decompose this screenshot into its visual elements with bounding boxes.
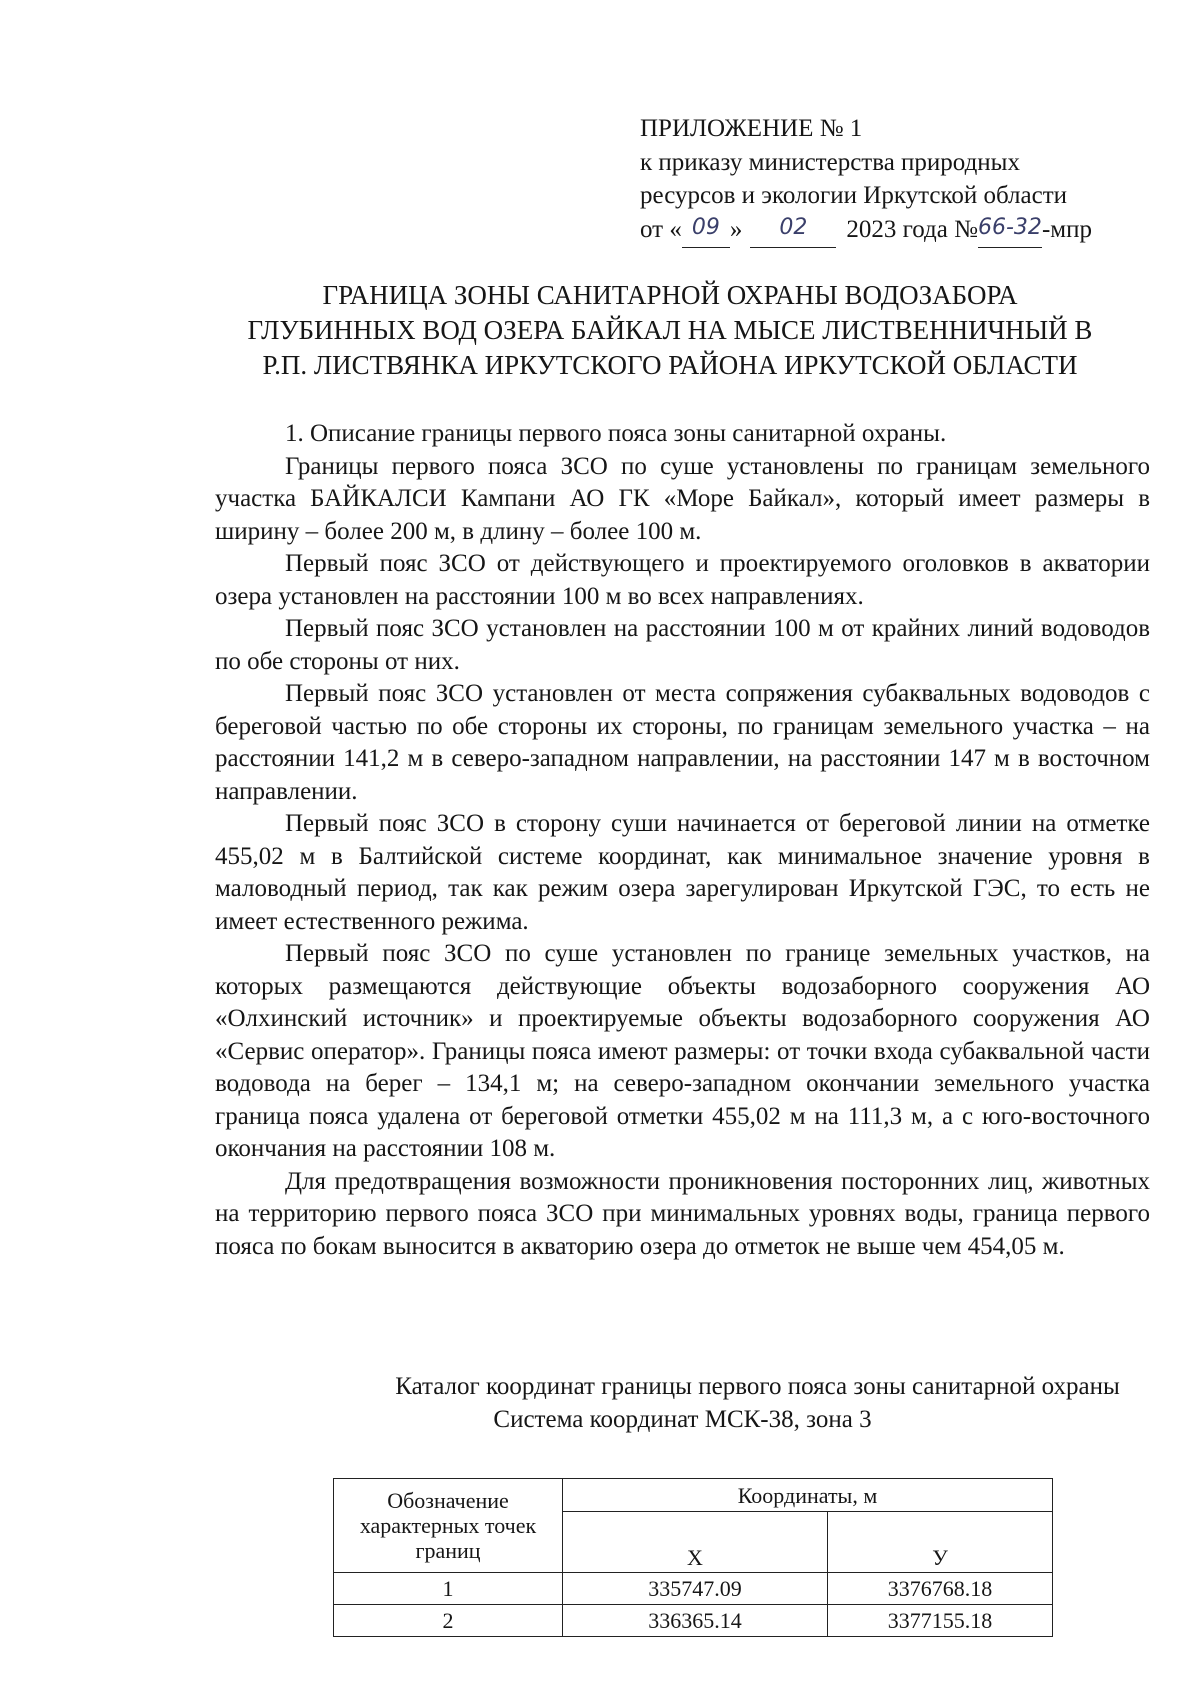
order-number-handwritten: 66-32	[977, 214, 1042, 240]
document-title	[215, 278, 1125, 383]
paragraph: Границы первого пояса ЗСО по суше установлены по границам земельного участка БАЙКАЛСИ Кампани АО ГК «Море Байкал», который имеет размеры в ширину – более 200 м, в длину – более 100 м.	[215, 452, 1150, 545]
cell-x: 336365.14	[563, 1605, 828, 1637]
appendix-line-2: ресурсов и экологии Иркутской области	[640, 182, 1068, 209]
cell-point: 2	[334, 1605, 563, 1637]
date-day-field	[682, 213, 730, 249]
date-month-handwritten: 02	[779, 214, 808, 240]
header-coordinates: Координаты, м	[563, 1479, 1053, 1512]
document-body	[215, 418, 1150, 1263]
catalog-caption-line-1: Каталог координат границы первого пояса зоны санитарной охраны	[395, 1373, 1120, 1400]
order-number-field	[978, 213, 1042, 249]
catalog-caption	[215, 1370, 1150, 1436]
cell-y: 3376768.18	[828, 1573, 1053, 1605]
date-month-field	[750, 213, 836, 249]
paragraph: Для предотвращения возможности проникновения посторонних лиц, животных на территорию первого пояса ЗСО при минимальных уровнях воды, граница первого пояса по бокам выносится в акваторию озера до отметок не выше чем 454,05 м.	[215, 1167, 1150, 1260]
date-day-handwritten: 09	[691, 214, 720, 240]
appendix-line-1: к приказу министерства природных	[640, 148, 1020, 176]
appendix-title: ПРИЛОЖЕНИЕ № 1	[640, 115, 863, 142]
catalog-caption-line-2: Система координат МСК-38, зона 3	[493, 1406, 872, 1433]
table-row	[334, 1605, 1053, 1637]
date-prefix: от «	[640, 215, 682, 243]
title-line-2: ГЛУБИННЫХ ВОД ОЗЕРА БАЙКАЛ НА МЫСЕ ЛИСТВЕННИЧНЫЙ В	[247, 315, 1093, 345]
cell-y: 3377155.18	[828, 1605, 1053, 1637]
appendix-date-line	[640, 213, 1092, 249]
table-row	[334, 1573, 1053, 1605]
year-text: 2023 года №	[846, 215, 978, 243]
paragraph: Первый пояс ЗСО установлен от места сопряжения субаквальных водоводов с береговой частью по обе стороны их стороны, по границам земельного участка – на расстоянии 141,2 м в северо-западном направлении, на расстоянии 147 м в восточном направлении.	[215, 680, 1150, 805]
paragraph: Первый пояс ЗСО по суше установлен по границе земельных участков, на которых размещаются действующие объекты водозаборного сооружения АО «Олхинский источник» и проектируемые объекты водозаборного сооружения АО «Сервис оператор». Границы пояса имеют размеры: от точки входа субаквальной части водовода на берег – 134,1 м; на северо-западном окончании земельного участка граница пояса удалена от береговой отметки 455,02 м на 111,3 м, а с юго-восточного окончания на расстоянии 108 м.	[215, 940, 1150, 1162]
paragraph: Первый пояс ЗСО в сторону суши начинается от береговой линии на отметке 455,02 м в Балтийской системе координат, как минимальное значение уровня в маловодный период, так как режим озера зарегулирован Иркутской ГЭС, то есть не имеет естественного режима.	[215, 810, 1150, 935]
coordinates-table	[333, 1478, 1053, 1637]
header-y: У	[828, 1512, 1053, 1573]
section-heading: 1. Описание границы первого пояса зоны санитарной охраны.	[285, 420, 947, 447]
paragraph: Первый пояс ЗСО от действующего и проектируемого оголовков в акватории озера установлен на расстоянии 100 м во всех направлениях.	[215, 550, 1150, 610]
header-point-designation: Обозначение характерных точек границ	[334, 1479, 563, 1573]
appendix-header	[640, 112, 1092, 248]
cell-x: 335747.09	[563, 1573, 828, 1605]
order-suffix: -мпр	[1041, 215, 1092, 243]
title-line-1: ГРАНИЦА ЗОНЫ САНИТАРНОЙ ОХРАНЫ ВОДОЗАБОРА	[322, 280, 1018, 310]
paragraph: Первый пояс ЗСО установлен на расстоянии 100 м от крайних линий водоводов по обе стороны от них.	[215, 615, 1150, 675]
cell-point: 1	[334, 1573, 563, 1605]
date-mid: »	[729, 215, 743, 243]
title-line-3: Р.П. ЛИСТВЯНКА ИРКУТСКОГО РАЙОНА ИРКУТСКОЙ ОБЛАСТИ	[262, 350, 1078, 380]
header-x: X	[563, 1512, 828, 1573]
